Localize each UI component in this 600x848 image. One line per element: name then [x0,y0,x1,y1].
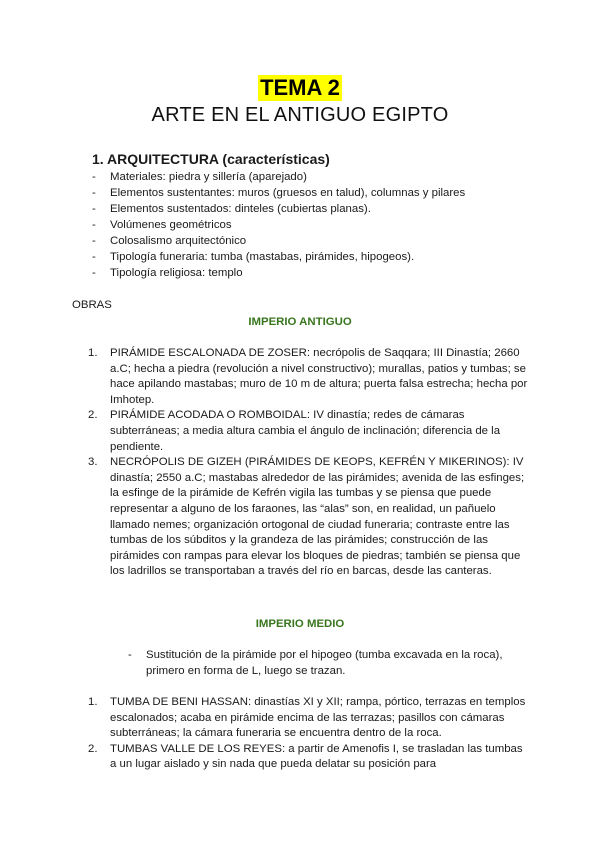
list-item: - Tipología funeraria: tumba (mastabas, pirámides, hipogeos). [92,249,532,265]
list-item: - Tipología religiosa: templo [92,265,532,281]
section-heading-arquitectura: 1. ARQUITECTURA (características) [92,151,330,167]
arquitectura-list [92,169,532,281]
imperio-medio-notes [128,648,528,679]
item-number: 1. [88,696,98,708]
title-container [0,75,600,101]
item-text: PIRÁMIDE ACODADA O ROMBOIDAL: IV dinastía; redes de cámaras subterráneas; a media altura cambia el ángulo de inclinación; diferencia de la pendiente. [110,409,501,453]
list-item: - Volúmenes geométricos [92,217,532,233]
list-item: - Elementos sustentantes: muros (gruesos en talud), columnas y pilares [92,185,532,201]
item-text: PIRÁMIDE ESCALONADA DE ZOSER: necrópolis de Saqqara; III Dinastía; 2660 a.C; hecha a piedra (revolución a nivel constructivo); murallas, patios y tumbas; se hace apilando mastabas; muro de 10 m de altura; puerta falsa estrecha; hecha por Imhotep. [110,347,528,406]
item-number: 2. [88,409,98,422]
list-item [88,742,528,773]
list-item: - Sustitución de la pirámide por el hipogeo (tumba excavada en la roca), primero en forma de L, luego se trazan. [128,648,528,679]
list-item [88,695,528,742]
heading-imperio-antiguo: IMPERIO ANTIGUO [248,316,352,328]
item-text: TUMBAS VALLE DE LOS REYES: a partir de Amenofis I, se trasladan las tumbas a un lugar aislado y sin nada que pueda delatar su posición para [110,742,523,771]
item-text: TUMBA DE BENI HASSAN: dinastías XI y XII; rampa, pórtico, terrazas en templos escalonados; acaba en pirámide encima de las terrazas; pasillos con cámaras subterráneas; la cámara funeraria se encuentra dentro de la roca. [110,696,526,740]
heading-imperio-medio: IMPERIO MEDIO [255,618,345,630]
list-item [88,408,528,455]
imperio-medio-list [88,695,528,773]
list-item: - Elementos sustentados: dinteles (cubiertas planas). [92,201,532,217]
list-item [88,455,528,580]
item-text: NECRÓPOLIS DE GIZEH (PIRÁMIDES DE KEOPS, KEFRÉN Y MIKERINOS): IV dinastía; 2550 a.C; mastabas alrededor de las pirámides; avenida de las esfinges; la esfinge de la pirámide de Kefrén vigila las tumbas y se piensa que puede representar a alguno de los faraones, las “alas” son, en realidad, un pañuelo llamado nemes; organización ortogonal de ciudad funeraria; contraste entre las tumbas de los súbditos y la grandeza de las pirámides; construcción de las pirámides con rampas para elevar los bloques de piedras; también se piensa que los ladrillos se transportaban a través del río en barcas, desde las canteras. [110,456,525,578]
item-number: 1. [88,347,98,359]
item-number: 2. [88,742,98,755]
list-item: - Materiales: piedra y sillería (aparejado) [92,169,532,185]
page-subtitle: ARTE EN EL ANTIGUO EGIPTO [151,104,449,126]
imperio-antiguo-list [88,346,528,580]
list-item: - Colosalismo arquitectónico [92,233,532,249]
obras-label: OBRAS [72,299,112,311]
list-item [88,346,528,408]
page-title: TEMA 2 [260,75,340,100]
item-number: 3. [88,456,98,469]
